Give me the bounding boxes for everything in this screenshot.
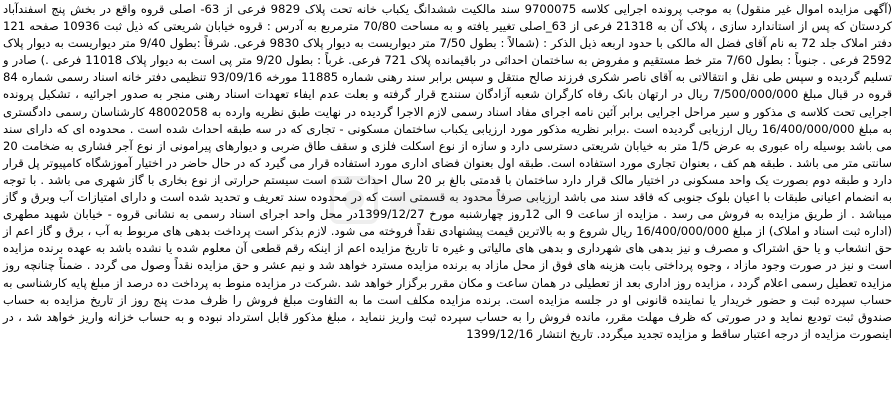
auction-notice-text: (آگهی مزایده اموال غیر منقول) به موجب پرونده اجرایی کلاسه 9700075 سند مالکیت ششدانگ یکباب خانه تحت پلاک 9829 فرعی از 63- اصلی قروه واقع در بخش پنج اسفندآباد کردستان که پس از استاندارد سازی ، پلاک آن به 21318 فرعی از 63_اصلی تغییر یافته و به مساحت 70/80 مترمربع به آدرس : قروه خیابان شریعتی که ذیل ثبت 10936 صفحه 121 دفتر املاک جلد 72 به نام آقای فضل اله مالکی با حدود اربعه ذیل الذکر : (شمالاً : بطول 7/50 متر دیواریست به دیوار پلاک 9830 فرعی. شرقاً :بطول 9/40 متر دیواریست به دیوار پلاک 2592 فرعی . جنوباً : بطول 7/60 متر خط مستقیم و مفروض به ساختمان احداثی در باقیمانده پلاک 721 فرعی. غرباً : بطول 9/20 متر پی است به دیوار پلاک 11018 فرعی .) صادر و تسلیم گردیده و سپس طی نقل و انتقالاتی به آقای ناصر شکری فرزند صالح منتقل و سپس برابر سند رهنی شماره 11885 مورخه 93/09/16 تنظیمی دفتر خانه اسناد رسمی شماره 84 قروه در قبال مبلغ 7/500/000/000 ریال در ارتهان بانک رفاه کارگران شعبه آزادگان سنندج قرار گرفته و بعلت عدم ایفاء تعهدات اسناد رهنی منجر به صدور اجرائیه ، تشکیل پرونده اجرایی تحت کلاسه ی مذکور و سیر مراحل اجرایی برابر آئین نامه اجرای مفاد اسناد رسمی لازم الاجرا گردیده در نهایت طبق نظریه وارده به 48002058 کارشناسان رسمی دادگستری به مبلغ 16/400/000/000 ریال ارزیابی گردیده است .برابر نظریه مذکور مورد ارزیابی یکباب ساختمان مسکونی - تجاری که در سه طبقه احداث شده است . محدوده ای که دارای سند می باشد بوسیله راه عبوری به عرض 1/5 متر به خیابان شریعتی دسترسی دارد و سازه از نوع اسکلت فلزی و سقف طاق ضربی و دیوارهای پیرامونی از نوع آجر فشاری به ضخامت 20 سانتی متر می باشد . طبقه هم کف ، بعنوان تجاری مورد استفاده است. طبقه اول بعنوان فضای اداری مورد استفاده قرار می گیرد که در حال حاضر در اختیار آموزشگاه کامپیوتر پل قرار دارد و طبقه دوم بصورت یک واحد مسکونی در اختیار مالک قرار دارد ساختمان با قدمتی بالغ بر 20 سال احداث شده است سیستم حرارتی از نوع بخاری با گاز شهری می باشد . با توجه به انضمام اعیانی طبقات با اعیان بلوک جنوبی که فاقد سند می باشد ارزیابی صرفاً محدود به قسمتی است که در محدوده سند تعریف و تحدید شده است و دارای امتیازات آب وبرق و گاز میباشد . از طریق مزایده به فروش می رسد . مزایده از ساعت 9 الی 12روز چهارشنبه مورخ 1399/12/27در محل واحد اجرای اسناد رسمی به نشانی قروه - خیابان شهید مطهری (اداره ثبت اسناد و املاک) از مبلغ 16/400/000/000 ریال شروع و به بالاترین قیمت پیشنهادی نقداً فروخته می شود. لازم بذکر است پرداخت بدهی های مربوط به آب ، برق و گاز اعم از حق انشعاب و یا حق اشتراک و مصرف و نیز بدهی های شهرداری و بدهی های مالیاتی و غیره تا تاریخ مزایده اعم از اینکه رقم قطعی آن معلوم شده یا نشده باشد به عهده برنده مزایده است و نیز در صورت وجود مازاد ، وجوه پرداختی بابت هزینه های فوق از محل مازاد به برنده مزایده مسترد خواهد شد و نیم عشر و حق مزایده نقداً وصول می گردد . ضمناً چنانچه روز مزایده تعطیل رسمی اعلام گردد ، مزایده روز اداری بعد از تعطیلی در همان ساعت و مکان مقرر برگزار خواهد شد .شرکت در مزایده منوط به پرداخت ده درصد از مبلغ پایه کارشناسی به حساب سپرده ثبت و حضور خریدار یا نماینده قانونی او در جلسه مزایده است. برنده مزایده مکلف است ما به التفاوت مبلغ فروش را ظرف مدت پنج روز از تاریخ مزایده به حساب صندوق ثبت تودیع نماید و در صورتی که ظرف مهلت مقرر، مانده فروش را به حساب سپرده ثبت واریز ننماید ، مبلغ مذکور قابل استرداد نبوده و به حساب خزانه واریز خواهد شد ، در اینصورت مزایده از درجه اعتبار ساقط و مزایده تجدید میگردد. تاریخ انتشار 1399/12/16 bbox=[3, 2, 892, 341]
